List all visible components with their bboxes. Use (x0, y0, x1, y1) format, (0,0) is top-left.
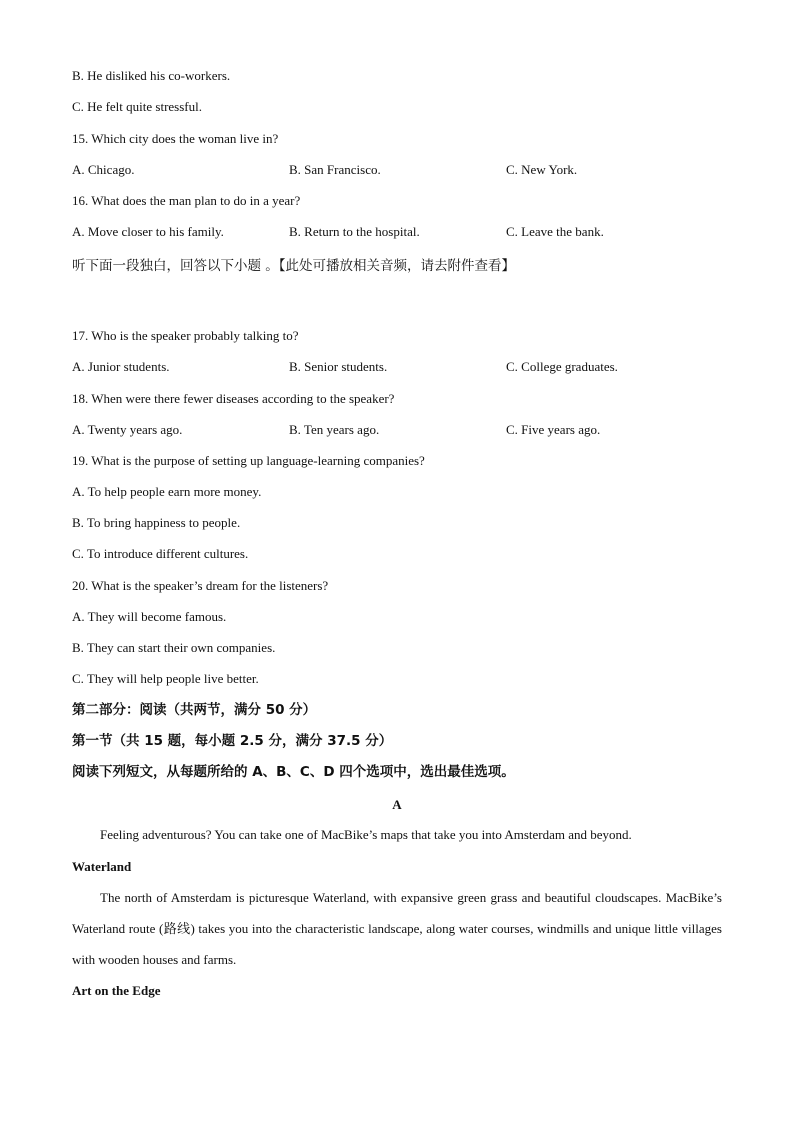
q17-option-b: B. Senior students. (289, 359, 388, 374)
q15-option-c: C. New York. (506, 162, 578, 177)
passage-label: A (392, 797, 402, 812)
q17-option-a: A. Junior students. (72, 359, 170, 374)
question-20: 20. What is the speaker’s dream for the listeners? (72, 578, 329, 593)
option-line: B. He disliked his co-workers. (72, 68, 231, 83)
question-19: 19. What is the purpose of setting up language-learning companies? (72, 453, 425, 468)
paragraph-waterland (72, 882, 722, 975)
q20-option-c: C. They will help people live better. (72, 671, 259, 686)
q19-option-c: C. To introduce different cultures. (72, 546, 249, 561)
section-heading-waterland: Waterland (72, 859, 132, 874)
q15-option-b: B. San Francisco. (289, 162, 381, 177)
question-16: 16. What does the man plan to do in a year? (72, 193, 301, 208)
reading-instruction: 阅读下列短文，从每题所给的 A、B、C、D 四个选项中，选出最佳选项。 (72, 764, 515, 780)
q18-option-b: B. Ten years ago. (289, 422, 380, 437)
q18-option-c: C. Five years ago. (506, 422, 601, 437)
paragraph-text: The north of Amsterdam is picturesque Waterland, with expansive green grass and beautiful cloudscapes. MacBike’s Waterland route (路线) takes you into the characteristic landscape, along water courses, windmills and unique little villages with wooden houses and farms. (72, 890, 722, 967)
q16-option-a: A. Move closer to his family. (72, 224, 224, 239)
q18-option-a: A. Twenty years ago. (72, 422, 183, 437)
passage-intro: Feeling adventurous? You can take one of MacBike’s maps that take you into Amsterdam and beyond. (100, 827, 632, 842)
option-line: C. He felt quite stressful. (72, 99, 202, 114)
q16-option-b: B. Return to the hospital. (289, 224, 420, 239)
q15-option-a: A. Chicago. (72, 162, 135, 177)
q16-option-c: C. Leave the bank. (506, 224, 604, 239)
question-18: 18. When were there fewer diseases according to the speaker? (72, 391, 395, 406)
q19-option-b: B. To bring happiness to people. (72, 515, 241, 530)
listening-instruction: 听下面一段独白，回答以下小题 。【此处可播放相关音频，请去附件查看】 (72, 258, 516, 274)
section-heading-art: Art on the Edge (72, 983, 161, 998)
q20-option-a: A. They will become famous. (72, 609, 227, 624)
question-17: 17. Who is the speaker probably talking to? (72, 328, 299, 343)
q17-option-c: C. College graduates. (506, 359, 618, 374)
section-one-heading: 第一节（共 15 题，每小题 2.5 分，满分 37.5 分） (72, 733, 393, 749)
q19-option-a: A. To help people earn more money. (72, 484, 262, 499)
q20-option-b: B. They can start their own companies. (72, 640, 276, 655)
part-two-heading: 第二部分：阅读（共两节，满分 50 分） (72, 702, 317, 718)
question-15: 15. Which city does the woman live in? (72, 131, 279, 146)
